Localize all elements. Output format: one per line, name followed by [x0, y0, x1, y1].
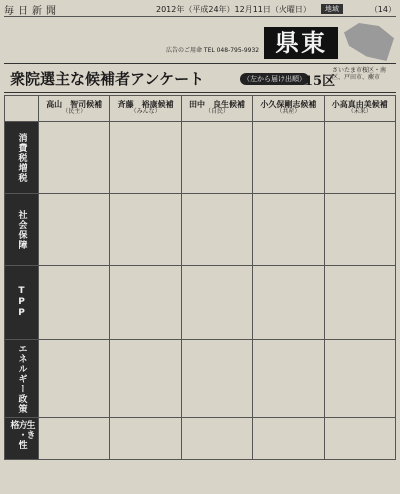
section-tag: 地域	[321, 4, 343, 14]
issue-date: 2012年（平成24年）12月11日（火曜日）	[156, 4, 311, 14]
answer-cell	[182, 340, 253, 418]
answer-cell	[110, 194, 181, 266]
region-banner: 県東	[264, 27, 338, 59]
answer-cell	[253, 194, 324, 266]
answer-cell	[39, 194, 110, 266]
candidate-header	[325, 96, 396, 122]
ad-contact: 広告のご用命 TEL 048-795-9932	[166, 47, 260, 54]
answer-cell	[325, 340, 396, 418]
candidate-name: 斉藤 裕康候補	[117, 99, 174, 109]
answer-cell	[110, 122, 181, 194]
answer-cell	[110, 266, 181, 340]
answer-cell	[253, 266, 324, 340]
survey-table	[4, 95, 396, 460]
table-corner	[5, 96, 39, 122]
answer-cell	[39, 340, 110, 418]
answer-cell	[110, 418, 181, 460]
candidate-party: （みんな）	[130, 108, 161, 115]
candidate-name: 小久保剛志候補	[260, 99, 317, 109]
answer-cell	[182, 266, 253, 340]
masthead	[4, 2, 396, 17]
district-area: さいたま市桜区・南区、戸田市、蕨市	[332, 67, 387, 81]
row-label: 社会保障	[5, 194, 39, 266]
candidate-party: （共産）	[276, 108, 301, 115]
answer-cell	[39, 418, 110, 460]
answer-cell	[182, 418, 253, 460]
headline-title: 衆院選主な候補者アンケート	[10, 70, 205, 88]
row-label: 消費税増税	[5, 122, 39, 194]
paper-name: 毎日新聞	[4, 5, 60, 17]
answer-cell	[325, 266, 396, 340]
candidate-name: 小高真由美候補	[331, 99, 388, 109]
answer-cell	[253, 418, 324, 460]
page-number: （14）	[369, 4, 396, 14]
candidate-party: （自民）	[204, 108, 229, 115]
candidate-header	[110, 96, 181, 122]
answer-cell	[325, 418, 396, 460]
answer-cell	[253, 340, 324, 418]
article-headline	[4, 63, 396, 93]
candidate-name: 田中 良生候補	[188, 99, 245, 109]
answer-cell	[325, 122, 396, 194]
answer-cell	[39, 122, 110, 194]
candidate-header	[182, 96, 253, 122]
district-number: 15区	[304, 74, 336, 89]
answer-cell	[39, 266, 110, 340]
candidate-header	[253, 96, 324, 122]
footer-note	[4, 462, 396, 494]
row-label: TPP	[5, 266, 39, 340]
order-note: （左から届け出順）	[240, 73, 309, 85]
answer-cell	[110, 340, 181, 418]
answer-cell	[253, 122, 324, 194]
answer-cell	[182, 122, 253, 194]
district-map-icon	[344, 23, 394, 61]
answer-cell	[325, 194, 396, 266]
candidate-party: （民主）	[62, 108, 87, 115]
answer-cell	[182, 194, 253, 266]
candidate-name: 高山 智司候補	[46, 99, 103, 109]
row-label: 生き方・性格	[5, 418, 39, 460]
row-label: エネルギー政策	[5, 340, 39, 418]
candidate-header	[39, 96, 110, 122]
top-band	[4, 17, 396, 61]
candidate-party: （未来）	[347, 108, 372, 115]
